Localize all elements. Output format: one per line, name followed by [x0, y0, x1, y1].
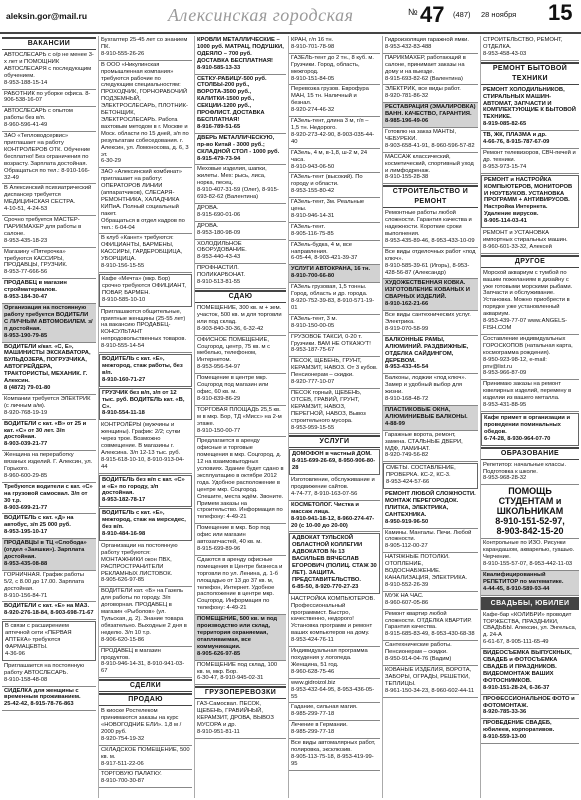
classified-ad: ПРОДАВЕЦ в магазин продуктов. 8-910-946-14-31, 8-910-941-03-67 — [99, 647, 192, 679]
classified-ad: СМЕТЫ. СОСТАВЛЕНИЕ, ПРОВЕРКА. КС-2, КС-3. 8-953-424-57-66 — [383, 463, 478, 489]
column-5 — [382, 36, 478, 798]
classified-ad: ГАЗель, 4 м, в-1,8, ш-2 м, 24 часа. 8-910-943-06-50 — [289, 149, 380, 174]
classified-ad: В клуб «Каннт» требуются: ОФИЦИАНТЫ, БАРМЕНЫ, КАССИРЫ, ГАРДЕРОБЩИЦА, УБОРЩИЦА. 8-910-156-15-55 — [99, 234, 192, 273]
classified-ad: Камины. Мангалы. Печи. Любой сложности. 8-905-112-00-27 — [383, 529, 478, 554]
classified-ad: МУЖ НА ЧАС. 8-960-607-05-86 — [383, 592, 478, 610]
classified-ad: Магазину «Пятерочка» требуются КАССИРЫ, ПРОДАВЦЫ, ГРУЗЧИК. 8-953-77-666-56 — [2, 248, 96, 280]
section-heading: РЕМОНТ БЫТОВОЙ ТЕХНИКИ — [481, 62, 579, 85]
classified-ad: ПРОДАВЕЦ в магазин стройматериалов. 8-953-184-30-47 — [2, 279, 96, 304]
classified-ad: Организации на постоянную работу требуются: МОНТАЖНИКИ окон ПВХ, РАСПРОСТРАНИТЕЛИ РЕКЛАМНЫХ ЛИСТОВОК. 8-905-626-97-85 — [99, 542, 192, 587]
column-4 — [288, 36, 380, 798]
classified-ad: Кафе-бар «КОЛИБРИ» проводит ТОРЖЕСТВА, ПРАЗДНИКИ, СВАДЬБЫ. Алексин, ул. Энгельса, д. 24-А 6-61-67, 8-905-111-65-49 — [481, 611, 579, 650]
classified-ad: Морской аквариум с тумбой по вашим пожеланиям в дизайну с уже готовыми морскими рыбами. Запчасти и обслуживание. Установка. Можно приобрести в порядке уже установленный аквариум. 8-953-439-77-07 www.ANGELS-FISH.COM — [481, 269, 579, 335]
classified-ad: НАТЯЖНЫЕ ПОТОЛКИ. ОТОПЛЕНИЕ, ВОДОСНАБЖЕНИЕ. КАНАЛИЗАЦИЯ, ЭЛЕКТРИКА. 8-910-552-26-39 — [383, 553, 478, 592]
classified-ad: ПРОВЕДЕНИЕ СВАДЕБ, юбилеев, корпоративов. 8-910-559-13-00 — [481, 719, 579, 744]
classified-ad: В Алексинский психиатрический диспансер требуется МЕДИЦИНСКАЯ СЕСТРА. 4-10-51, 4-24-53 — [2, 184, 96, 216]
classified-ad: В ООО «Никулинская промышленная компания» требуются рабочие по следующим специальностям: ПРОХОДЧИК, ГОРНОРАБОЧИЙ ПОДЗЕМНЫЙ, ЭЛЕКТРОСЛЕСАРЬ, ПЛОТНИК-БЕТОНЩИК, ЭЛЕКТРОСЛЕСАРЬ. Работа вахтовым методом в г. Москве и Моск. области по 15 дней, з/п по результатам собеседования. г. Алексин, ул. Ломоносова, д. 6, 3 эт. 6-30-29 — [99, 61, 192, 169]
classified-ad: ПРОДАВЦЫ в ТЦ «Слобода» (отдел «Заяшки»). Зарплата достойная. 8-953-435-08-88 — [2, 539, 96, 571]
classified-ad: КРАН, г/п 16 тн. 8-910-701-78-98 — [289, 36, 380, 54]
classified-ad: Все виды отделочных работ «под ключ». 8-910-585-39-61 (Игорь), 8-953-428-56-87 (Александр) — [383, 248, 478, 280]
classified-ad: Приглашаются общительные, приятные женщины (25-55 лет) на вакансию ПРОДАВЕЦ-КОНСУЛЬТАНТ непродовольственных товаров. 8-910-555-14-54 — [99, 308, 192, 353]
section-heading: СВАДЬБЫ, ЮБИЛЕИ — [481, 597, 579, 610]
classified-ad: СТРОИТЕЛЬСТВО, РЕМОНТ, ОТДЕЛКА. 8-953-458-43-03 — [481, 36, 579, 61]
classified-ad: Женщина на переработку вязаных изделий. Г. Алексин, ул. Горького. 8-960-600-29-85 — [2, 451, 96, 483]
classified-ad: АВТОСЛЕСАРЬ с опытом работы без в/п. 8-960-596-41-49 — [2, 107, 96, 132]
header-email[interactable]: aleksin.gor@mail.ru — [6, 11, 88, 21]
classified-ad: ПРОФЕССИОНАЛЬНОЕ ФОТО и ФОТОМОНТАЖ. 8-920-785-33-36 — [481, 695, 579, 720]
classified-ad: ГАЗель-тент. 8-905-116-75-85 — [289, 223, 380, 241]
section-heading: УСЛУГИ — [289, 435, 380, 448]
classified-ad: ГАЗель-тент, длина 3 м, г/п – 1,5 тн. Недорого. 8-920-273-42-90, 8-903-035-44-40 — [289, 117, 380, 149]
classified-ad: ВОДИТЕЛЬ с кат. «Д» на автобус, з/п 25 000 руб. 8-953-195-10-17 — [2, 514, 96, 539]
classified-ad: www.gidroizol.biz 8-953-432-64-95, 8-953-436-05-55 — [289, 679, 380, 704]
classified-ad: ВОДИТЕЛЬ без в/п с кат. «С» и «Е» по городу, з/п достойная. 8-953-182-78-17 — [99, 475, 192, 508]
classified-ad: Требуются водители с кат. «С» на грузовой самосвал. З/п от 30 т.р. 8-903-699-21-77 — [2, 483, 96, 515]
section-heading: ГРУЗОПЕРЕВОЗКИ — [195, 686, 286, 699]
classified-ad: Балконы, лоджии «под ключ». Замер и удобный выбор для жизни. 8-910-168-48-72 — [383, 374, 478, 406]
classified-ad: РЕМОНТ ХОЛОДИЛЬНИКОВ, СТИРАЛЬНЫХ МАШИН-АВТОМАТ, ЗАПЧАСТИ И КОМПЛЕКТУЮЩИЕ К БЫТОВОЙ ТЕХНИКЕ. 8-919-085-82-65 — [481, 86, 579, 131]
classified-ad: ГАЗель-тент, 3м. Реальные цены. 8-910-946-14-31 — [289, 198, 380, 223]
classified-ad: РЕСТАВРАЦИЯ (ЭМАЛИРОВКА) ВАНН. КАЧЕСТВО, ГАРАНТИЯ. 8-985-196-49-06 — [383, 103, 478, 128]
classified-ad: ПОМОЩЬ СТУДЕНТАМ и ШКОЛЬНИКАМ 8-910-151-52-97, 8-903-842-15-20 — [481, 485, 579, 539]
classified-ad: ПРОФНАСТИЛ. ПОЛИКАРБОНАТ. 8-910-513-81-55 — [195, 264, 286, 289]
classified-ad: Меховые изделия, шапки, жилеты. Мех: рысь, лиса, норка, песец. 8-910-407-31-59 (Олег), 8-915-693-82-62 (Валентина) — [195, 165, 286, 204]
classified-ad: АДВОКАТ ТУЛЬСКОЙ ОБЛАСТНОЙ КОЛЛЕГИИ АДВОКАТОВ № 13 ВАСИЛЬЕВ ВЯЧЕСЛАВ ЕГОРОВИЧ (ПОЛИЦ. СТАЖ 30 ЛЕТ). ЗАЩИТА. ПРЕДСТАВИТЕЛЬСТВО. 6-85-50, 8-920-770-27-23 — [289, 533, 380, 593]
classified-ad: Компании требуется ЭЛЕКТРИК (с личным а/м). 8-920-768-19-19 — [2, 395, 96, 420]
classified-ad: РЕМОНТ ЛЮБОЙ СЛОЖНОСТИ. МОНТАЖ ПЕРЕГОРОДОК. ПЛИТКА, ЭЛЕКТРИКА, САНТЕХНИКА. 8-950-919-96-50 — [383, 490, 478, 529]
classified-ad: Составление индивидуальных ГОРОСКОПОВ (натальная карта, космограмма рождения). 8-950-923-98-12, e-mail: pnv@list.ru 8-953-966-87-09 — [481, 335, 579, 380]
classified-ad: ГАЗель-тент (высокий). По городу и области. 8-953-155-80-42 — [289, 173, 380, 198]
classified-ad: МАССАЖ классический, косметический, спортивный уход и лимфодренаж. 8-910-155-28-38 — [383, 153, 478, 185]
classified-ad: Гидроизоляция гаражной ямки. 8-953-432-83-488 — [383, 36, 478, 54]
classified-ad: ВОДИТЕЛЬ с кат. «Е», межгород, стаж на мерседес, без в/п. 8-910-484-16-98 — [99, 508, 192, 541]
classified-ad: ТОРГОВУЮ ПАЛАТКУ. 8-910-700-30-87 — [99, 770, 192, 788]
classified-ad: Гадание, сильная магия. 8-985-299-77-18 — [289, 703, 380, 721]
classified-ad: Ремонтные работы любой сложности. Гарантия качества и надежности. Короткие сроки выполнения. 8-953-435-89-46, 8-953-433-10-09 — [383, 209, 478, 248]
classified-ad: ВОДИТЕЛИ с кат. «Е» на МАЗ. 8-920-276-18-84, 8-903-698-71-67 — [2, 602, 96, 620]
classified-ad: УСЛУГИ АВТОКРАНА, 16 тн. 8-910-700-66-80 — [289, 265, 380, 283]
classified-ad: КРОВЛИ МЕТАЛЛИЧЕСКИЕ – 1000 руб. МАТРАЦ, ПОДУШКИ, ОДЕЯЛО – 700 руб. ДОСТАВКА БЕСПЛАТНАЯ! 8-910-585-13-33 — [195, 36, 286, 75]
classified-ad: ВИДЕОСЪЕМКА ВЫПУСКНЫХ, СВАДЕБ и ФОТОСЪЕМКА СВАДЕБ И ПРАЗДНИКОВ. ВИДЕОМОНТАЖ ВАШИХ ФОТОСНИМКОВ. 8-910-151-28-24, 6-36-37 — [481, 649, 579, 694]
classified-ad: Изготовление, обслуживание и продвижение сайтов. 4-74-77, 8-910-163-07-56 — [289, 476, 380, 501]
classified-ad: Все виды автомалярных работ, полировка, эксклюзив. 8-905-113-75-18, 8-953-419-99-95 — [289, 739, 380, 771]
page-number: 15 — [548, 0, 573, 25]
issue-number-label: № — [408, 7, 418, 17]
issue-total: (487) — [453, 10, 471, 19]
section-heading: СТРОИТЕЛЬСТВО И РЕМОНТ — [383, 185, 478, 208]
classified-ad: Приглашается на постоянную работу АВТОСЛЕСАРЬ. 8-910-158-48-08 — [2, 662, 96, 687]
classified-ad: ЗАО «Тепловодсервис» приглашает на работу КОНТРОЛЕРОВ ОТК. Обучение бесплатно! Без ограничения по возрасту. Зарплата достойная. Обращаться по тел.: 8-910-166-32-49 — [2, 132, 96, 184]
classified-ad: Организация на постоянную работу требуется ВОДИТЕЛИ С ЛИЧНЫМ АВТОМОБИЛЕМ. з/п достойная. 8-953-190-79-85 — [2, 304, 96, 343]
classified-ad: ПОМЕЩЕНИЕ, 500 кв. м под производство или склад, территория охраняемая, отапливаемая, все коммуникации. 8-905-626-97-85 — [195, 615, 286, 660]
classified-ad: ОФИСНОЕ ПОМЕЩЕНИЕ, Соцгород, центр, 75 кв. м с мебелью, телефоном, Интернетом. 8-953-956-54-97 — [195, 336, 286, 375]
classified-ad: ВОДИТЕЛЬ с кат. «Е», межгород, стаж работы, без в/п. 8-910-160-71-27 — [99, 354, 192, 387]
classified-ad: ЭЛЕКТРИК, все виды работ. 8-920-781-86-32 — [383, 85, 478, 103]
classified-ad: Лечение в Германии. 8-985-299-77-18 — [289, 721, 380, 739]
classified-ad: Перевозка грузов. Еврофура МАН, 15 тн. Наличный и безнал. 8-920-274-46-32 — [289, 85, 380, 117]
column-6 — [480, 36, 579, 798]
classified-ad: ПЕСОК горный, ЩЕБЕНЬ, ОТСЕВ, ГРАВИЙ, ГРУНТ, КЕРАМЗИТ, НАВОЗ, ПЕРЕГНОЙ, НАВОЗ, Вывоз строительного мусора. 8-953-959-15-55 — [289, 389, 380, 434]
section-heading: СДАЮ — [195, 290, 286, 303]
classified-ad: В связи с расширением аптечной сети «ПЕРВАЯ АПТЕКА» требуются ФАРМАЦЕВТЫ. 4-36-96 — [2, 621, 96, 661]
classified-ad: ВОДИТЕЛИ кат. «Б» на Газель для работы по городу. З/п договорная. ПРОДАВЕЦ в магазин «Рыболов» (ул. Тульская, д. 2). Знание товара обязательно. Выходные 2 дня в неделю. З/п 10 т.р. 8-906-620-15-86 — [99, 587, 192, 646]
classified-ad: Ремонт телевизоров, СВЧ-печей и др. техники. 8-953-973-15-74 — [481, 149, 579, 174]
section-heading: ПРОДАЮ — [99, 693, 192, 706]
classified-ad: ПОМЕЩЕНИЕ, 300 кв. м + зем. участок, 500 кв. м для торговли или под склад. 8-903-840-30-36, 6-32-42 — [195, 304, 286, 336]
section-heading: ОБРАЗОВАНИЕ — [481, 447, 579, 460]
section-heading: СДЕЛКИ — [99, 679, 192, 692]
classified-ad: ТОРГОВАЯ ПЛОЩАДЬ 25,5 кв. м в мкр. Бор, ТД «Мисс» на 2-м этаже. 8-910-150-00-77 — [195, 406, 286, 438]
column-3 — [194, 36, 286, 798]
classified-ad: ДВЕРЬ МЕТАЛЛИЧЕСКУЮ, пр-во Китай - 3000 руб.; СКЛАДНОЙ СТОЛ - 1000 руб. 8-915-479-73-94 — [195, 134, 286, 166]
classified-ad: ДРОВА. 8-953-180-98-09 — [195, 222, 286, 240]
classified-ad: СКЛАДСКОЕ ПОМЕЩЕНИЕ, 500 кв. м. 8-917-511-22-06 — [99, 746, 192, 771]
classified-ad: РЕМОНТ и УСТАНОВКА импортных стиральных машин. 8-960-601-33-32, Алексей — [481, 229, 579, 254]
classified-ad: ПАРИКМАХЕР, работающий в салоне, принимает заказы на дому и на выезде. 8-915-693-82-62 (Валентина) — [383, 54, 478, 86]
classified-ad: ПОМЕЩЕНИЕ под склад, 100 кв. м, мкр. Бор. 6-30-47, 8-910-945-02-31 — [195, 661, 286, 686]
classified-ad: ГРУЗОВОЕ ТАКСИ, 0-20 т. Грузчики. ВАМ НЕ ОТКАЖУТ! 8-953-187-75-67 — [289, 333, 380, 358]
classified-ad: Кафе «Мечта» (мкр. Бор) срочно требуются ОФИЦИАНТ, ПОВАР, БАРМЕН. 8-910-585-10-10 — [99, 274, 192, 307]
classified-ad: Контрольные по ИЗО. Рисунки карандашом, акварелью, гуашью. Черчение. 8-910-155-57-07, 8-953-442-11-03 — [481, 539, 579, 571]
classified-ad: Все виды сантехнических услуг. Электрика. 8-919-070-58-99 — [383, 311, 478, 336]
classified-ad: ГОРНИЧНАЯ. График работы 5/2, с 8.00 до 17.00. Зарплата достойная. 8-910-156-84-71 — [2, 571, 96, 603]
classified-ad: ГАЗель грузовая, 1,5 тонны. Город, область и др. города. 8-920-752-39-83, 8-910-571-19-01 — [289, 283, 380, 315]
classified-ad: КОСМЕТОЛОГ. Чистка и массаж лица. 8-910-941-18-12, 8-960-274-47-20 (с 10-00 до 20-00) — [289, 501, 380, 533]
classified-ad: ГАЗель-тент, 3 м. 8-910-150-00-05 — [289, 315, 380, 333]
section-heading: ВАКАНСИИ — [2, 37, 96, 50]
classified-ad: ДРОВА. 8-915-690-01-06 — [195, 204, 286, 222]
classified-ad: ГАЗель-будка, 4 м, все направления. 6-05-44, 8-903-421-39-37 — [289, 241, 380, 266]
classified-ad: РЕМОНТ и НАСТРОЙКА КОМПЬЮТЕРОВ, МОНИТОРОВ И НОУТБУКОВ. УСТАНОВКА ПРОГРАММ + АНТИВИРУСОВ. Настройка Интернета. Удаление вирусов. 8-905-114-03-41 — [481, 175, 579, 228]
classified-ad: ГРУЗЧИК без в/п, з/п от 12 тыс. руб. ВОДИТЕЛЬ кат. «В, С». 8-910-554-11-18 — [99, 388, 192, 421]
classified-ad: Гаражные ворота, ремонт, замена. СТАЛЬНЫЕ ДВЕРИ, МДФ, ЛАМИНАТ. 8-920-749-56-82 — [383, 431, 478, 463]
classified-ad: ХУДОЖЕСТВЕННАЯ КОВКА. ИЗГОТОВЛЕНИЕ КОВАНЫХ И СВАРНЫХ ИЗДЕЛИЙ. 8-910-162-21-66 — [383, 279, 478, 311]
classified-ad: ТВ, ЖК, ПЛАЗМА и др. 4-66-76, 8-915-787-67-09 — [481, 131, 579, 149]
classified-ad: КОВАНЫЕ ИЗДЕЛИЯ, ВОРОТА, ЗАБОРЫ, ОГРАДЫ, РЕШЕТКИ, ТЕПЛИЦЫ. 8-961-150-34-23, 8-960-602-44-11 — [383, 666, 478, 698]
classified-ad: ВОДИТЕЛИ с кат. «В» от 25 и кат. «С» от 30 лет. З/п достойная. 8-903-039-21-77 — [2, 420, 96, 452]
classified-ad: Помещение в центре мкр. Соцгород под магазин или офис, 60 кв. м. 8-910-839-86-29 — [195, 374, 286, 406]
classified-ad: ГАЗЕЛЬ-тент до 2 тн., 8 куб. м. Грузчики. Город, область, межгород. 8-910-151-84-05 — [289, 54, 380, 86]
classified-ad: Репетитор: начальные классы. Подготовка к школе. 8-953-968-28-32 — [481, 461, 579, 486]
classified-ad: В киоске Ростелеком принимаются заказы на курс «НОВОГОДНИЕ ЕЛИ». 1,8 м / 2000 руб. 8-920-754-19-32 — [99, 707, 192, 746]
classified-ad: Предлагается в аренду офисные и торговые помещения в мкр. Соцгород, д. 12 на взаимовыгодных условиях. Здание будет сдано в эксплуатацию в октябре 2012 года. Удобное расположение в центре мкр. Соцгород. Спешите, места ждём. Звоните. Примем заказы на строительство. Информация по телефону: 4-49-21 — [195, 437, 286, 524]
classified-ad: ПЕСОК, ЩЕБЕНЬ, ГРУНТ, КЕРАМЗИТ, НАВОЗ. От 3 кубов. Пенсионерам – скидки. 8-920-777-10-07 — [289, 357, 380, 389]
column-2 — [98, 36, 192, 798]
classified-ad: Бухгалтер 25-45 лет со знанием ПК. 8-910-555-26-26 — [99, 36, 192, 61]
classified-ad: РАБОТНИК по уборке офиса. 8-906-538-16-07 — [2, 90, 96, 108]
classified-ad: Квалифицированный РЕПЕТИТОР по математике. 4-44-45, 8-910-589-93-44 — [481, 571, 579, 596]
classified-ad: ЗАО «Алексинский комбинат» приглашает на работу: ОПЕРАТОРОВ ЛИНИИ (аппаратчиков), СЛЕСАРЯ-РЕМОНТНИКА, ХАЛАДЧИКА КИПиА. Полный социальный пакет. Обращаться в отдел кадров по тел.: 6-04-04 — [99, 168, 192, 234]
classified-ad: Срочно требуется МАСТЕР-ПАРИКМАХЕР для работы в салоне. 8-953-435-18-23 — [2, 216, 96, 248]
classified-ad: ХОЛОДИЛЬНОЕ ОБОРУДОВАНИЕ. 8-953-440-43-43 — [195, 240, 286, 265]
classified-ad: Ремонт квартир любой сложности. ОТДЕЛКА КВАРТИР. Гарантия качества. 8-915-685-83-49, 8-953-430-68-38 — [383, 610, 478, 642]
classified-ad: Помещение в мкр. Бор под офис или магазин автозапчастей, 40 кв. м. 8-915-699-89-96 — [195, 524, 286, 556]
classified-ad: НАСТРОЙКА КОМПЬЮТЕРОВ. Профессиональный программист. Быстро, качественно, недорого! Установка программ и ремонт ваших компьютеров на дому. 8-953-424-76-11 — [289, 595, 380, 647]
classified-ad: Кафе примет в организации и проведении поминальных обедов. 6-74-28, 8-930-964-07-70 — [481, 413, 579, 446]
classified-ad: ПЛАСТИКОВЫЕ ОКНА, АЛЮМИНИЕВЫЕ БАЛКОНЫ. 4-88-99 — [383, 406, 478, 431]
classified-ad: Принимаю заказы на ремонт ювелирных изделий, перемену в изделии из вашего металла. 8-953-431-88-95 — [481, 380, 579, 412]
classified-ad: АВТОСЛЕСАРЬ с о/р не менее 3-х лет и ПОМОЩНИК АВТОСЛЕСАРЯ с последующим обучением. 8-953-188-15-14 — [2, 51, 96, 90]
classified-ad: Готовлю на заказ МАНТЫ, ЧЕБУРЕКИ. 8-903-658-41-91, 8-960-596-57-82 — [383, 128, 478, 153]
issue-number: 47 — [420, 2, 445, 27]
classified-ad: СЕТКУ-РАБИЦУ-500 руб. СТОЛБЫ-200 руб., ВОРОТА-3500 руб., КАЛИТКИ-1500 руб., СЕКЦИИ-1200 руб., ПРОФЛИСТ. ДОСТАВКА БЕСПЛАТНАЯ! 8-916-789-51-65 — [195, 75, 286, 134]
classified-ad: ГАЗ-Самосвал. ПЕСОК, ЩЕБЕНЬ, ГРАВИЙНЫЙ, КЕРАМЗИТ, ДРОВА, ВЫВОЗ МУСОРА и др. 8-910-951-81-11 — [195, 700, 286, 739]
page-header — [0, 0, 581, 34]
classified-ad: ДОМОФОН в частный ДОМ. 8-915-699-26-69, 8-950-906-80-28 — [289, 449, 380, 475]
classified-ad: Сантехнические работы. Пенсионерам – скидки. 8-950-914-04-76 (Вадим) — [383, 641, 478, 666]
section-heading: ДРУГОЕ — [481, 255, 579, 268]
column-1 — [2, 36, 96, 798]
classified-ad: КОНТРОЛЁРЫ (мужчины и женщины). График: 2/2; сутки через трое. Возможно совмещение. В магазины г. Алексина. З/п 12-13 тыс. руб. 8-915-618-10-10, 8-910-913-04-44 — [99, 421, 192, 473]
classified-ad: Индивидуальная программа похудения у логопеда. Женщина, 51 год. 8-960-628-75-46 — [289, 647, 380, 679]
classified-ad: СИДЕЛКА для женщины с временным проживанием. 25-42-42, 8-915-78-76-863 — [2, 687, 96, 712]
classified-ad: ВОДИТЕЛИ к/кат. «С, Е», МАШИНИСТЫ ЭКСКАВАТОРА, БУЛЬДОЗЕРА, ПОГРУЗЧИКА, АВТОГРЕЙДЕРА, ТРАКТОРИСТЫ, МЕХАНИК. Г. Алексин. 8 (4872) 79-01-80 — [2, 343, 96, 395]
classified-ad: БАЛКОННЫЕ РАМЫ, АЛЮМИНИЙ. РАЗДВИЖНЫЕ, ОТДЕЛКА САЙДИНГОМ, ДЕРЕВОМ. 8-953-433-45-54 — [383, 336, 478, 375]
issue-date: 28 ноября — [481, 10, 517, 19]
newspaper-title: Алексинская городская — [168, 5, 354, 25]
classified-ad: Сдаются в аренду офисные помещения в Центре бизнеса и торговли по ул. Ленина, д. 1-б площадью от 13 до 37 кв. м, телефон, Интернет. Удобное расположение в центре мкр. Соцгород. Информация по телефону: 4-49-21 — [195, 556, 286, 615]
